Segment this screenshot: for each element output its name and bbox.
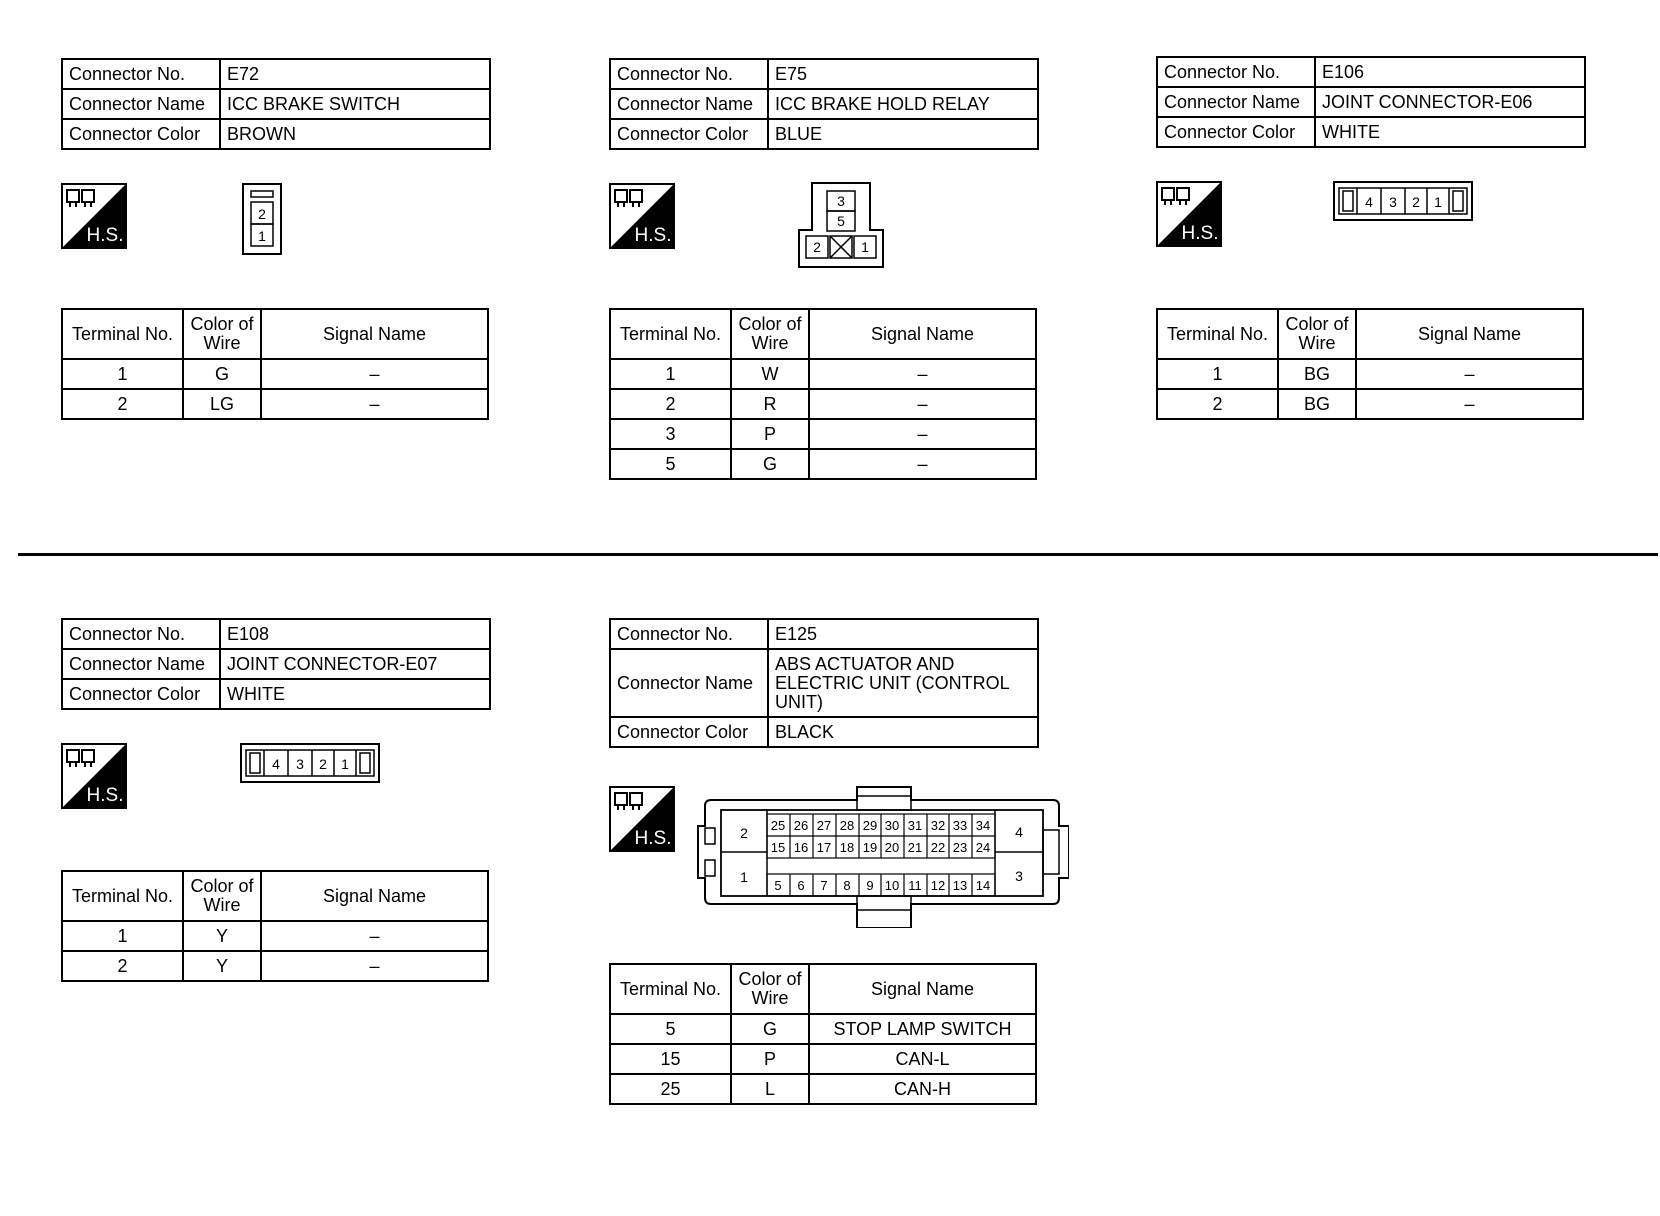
connector-no-label: Connector No. [610,619,768,649]
table-row [1157,389,1583,419]
pin-label: 26 [793,818,809,833]
pin-label: 9 [866,878,874,893]
connector-color-label: Connector Color [610,717,768,747]
pin-label: 3 [837,193,845,209]
table-cell: 3 [610,419,731,449]
pin-label: 2 [1412,194,1420,210]
connector-no-label: Connector No. [1157,57,1315,87]
connector-name-label: Connector Name [610,649,768,717]
connector-no-label: Connector No. [62,619,220,649]
connector-color-label: Connector Color [610,119,768,149]
table-row [62,951,488,981]
signal-name-header: Signal Name [261,871,488,921]
wire-color-header: Color of Wire [1278,309,1356,359]
table-cell: G [731,449,809,479]
table-cell: CAN-L [809,1044,1036,1074]
pin-label: 3 [1389,194,1397,210]
table-cell: – [809,449,1036,479]
table-cell: – [1356,359,1583,389]
pin-label: 15 [770,840,786,855]
connector-color-value: BLUE [768,119,1038,149]
hs-badge [61,743,127,809]
table-row [610,389,1036,419]
terminal-table-e72 [61,308,489,420]
table-cell: 1 [610,359,731,389]
table-cell: 1 [62,921,183,951]
terminal-no-header: Terminal No. [1157,309,1278,359]
table-row [610,419,1036,449]
connector-info-e75 [609,58,1039,150]
table-row [1157,359,1583,389]
connector-no-value: E106 [1315,57,1585,87]
table-row [610,1074,1036,1104]
connector-info-e108 [61,618,491,710]
connector-color-value: WHITE [1315,117,1585,147]
table-cell: 5 [610,1014,731,1044]
table-cell: P [731,1044,809,1074]
table-cell: 1 [1157,359,1278,389]
hs-label: H.S. [86,225,124,246]
terminal-no-header: Terminal No. [62,309,183,359]
pin-label: 24 [975,840,991,855]
signal-name-header: Signal Name [809,309,1036,359]
connector-color-label: Connector Color [62,679,220,709]
table-row [62,921,488,951]
wire-color-header: Color of Wire [731,309,809,359]
pin-label: 16 [793,840,809,855]
hs-label: H.S. [86,785,124,806]
table-cell: – [809,359,1036,389]
hs-label: H.S. [634,828,672,849]
pin-label: 6 [797,878,805,893]
pin-label: 23 [952,840,968,855]
pin-label: 20 [884,840,900,855]
table-cell: CAN-H [809,1074,1036,1104]
connector-name-value: ICC BRAKE SWITCH [220,89,490,119]
terminal-table-e106 [1156,308,1584,420]
table-cell: W [731,359,809,389]
signal-name-header: Signal Name [261,309,488,359]
connector-no-value: E108 [220,619,490,649]
table-row [610,1014,1036,1044]
wire-color-header: Color of Wire [183,871,261,921]
table-cell: 2 [62,389,183,419]
hs-badge [609,786,675,852]
connector-no-label: Connector No. [62,59,220,89]
connector-no-value: E72 [220,59,490,89]
table-cell: STOP LAMP SWITCH [809,1014,1036,1044]
pin-label: 1 [861,239,869,255]
hs-label: H.S. [1181,223,1219,244]
table-cell: R [731,389,809,419]
table-cell: G [183,359,261,389]
connector-name-value: JOINT CONNECTOR-E06 [1315,87,1585,117]
pin-label: 8 [843,878,851,893]
table-cell: – [261,359,488,389]
pin-label: 31 [907,818,923,833]
signal-name-header: Signal Name [809,964,1036,1014]
pin-label: 19 [862,840,878,855]
pin-label: 27 [816,818,832,833]
connector-info-e125 [609,618,1039,748]
pin-label: 25 [770,818,786,833]
pin-label: 32 [930,818,946,833]
pin-label: 12 [930,878,946,893]
pin-label: 21 [907,840,923,855]
terminal-table-e108 [61,870,489,982]
wire-color-header: Color of Wire [183,309,261,359]
table-row [610,449,1036,479]
table-cell: P [731,419,809,449]
pin-label: 14 [975,878,991,893]
table-cell: 1 [62,359,183,389]
pin-label: 1 [258,228,266,244]
connector-color-value: BLACK [768,717,1038,747]
table-cell: – [261,951,488,981]
table-row [610,359,1036,389]
pin-label: 2 [319,756,327,772]
connector-color-label: Connector Color [1157,117,1315,147]
table-cell: LG [183,389,261,419]
pin-label: 13 [952,878,968,893]
table-cell: Y [183,921,261,951]
table-cell: G [731,1014,809,1044]
table-cell: Y [183,951,261,981]
table-cell: – [261,389,488,419]
pin-label: 3 [296,756,304,772]
terminal-no-header: Terminal No. [610,309,731,359]
pin-label: 5 [837,213,845,229]
pin-label: 17 [816,840,832,855]
table-row [62,359,488,389]
table-cell: BG [1278,359,1356,389]
connector-info-e106 [1156,56,1586,148]
connector-info-e72 [61,58,491,150]
hs-badge [1156,181,1222,247]
connector-face-e125 [697,786,1069,928]
table-cell: 25 [610,1074,731,1104]
pin-label: 4 [272,756,280,772]
pin-label: 30 [884,818,900,833]
table-cell: – [1356,389,1583,419]
terminal-table-e125 [609,963,1037,1105]
pin-label: 3 [1015,868,1023,884]
pin-label: 1 [1434,194,1442,210]
pin-label: 2 [813,239,821,255]
connector-color-value: WHITE [220,679,490,709]
pin-label: 4 [1015,824,1023,840]
connector-color-label: Connector Color [62,119,220,149]
connector-color-value: BROWN [220,119,490,149]
wire-color-header: Color of Wire [731,964,809,1014]
terminal-table-e75 [609,308,1037,480]
table-cell: 2 [610,389,731,419]
hs-badge [61,183,127,249]
table-cell: L [731,1074,809,1104]
pin-label: 2 [740,825,748,841]
terminal-no-header: Terminal No. [610,964,731,1014]
table-cell: – [809,419,1036,449]
table-cell: 2 [62,951,183,981]
connector-no-label: Connector No. [610,59,768,89]
signal-name-header: Signal Name [1356,309,1583,359]
connector-no-value: E125 [768,619,1038,649]
connector-name-label: Connector Name [1157,87,1315,117]
terminal-no-header: Terminal No. [62,871,183,921]
table-cell: 15 [610,1044,731,1074]
pin-label: 22 [930,840,946,855]
pin-label: 1 [740,869,748,885]
pin-label: 4 [1365,194,1373,210]
pin-label: 7 [820,878,828,893]
table-row [62,389,488,419]
hs-badge [609,183,675,249]
connector-name-value: JOINT CONNECTOR-E07 [220,649,490,679]
pin-label: 33 [952,818,968,833]
table-cell: – [809,389,1036,419]
pin-label: 5 [774,878,782,893]
pin-label: 34 [975,818,991,833]
connector-face-e72 [242,183,282,255]
pin-label: 1 [341,756,349,772]
pin-label: 2 [258,206,266,222]
connector-name-label: Connector Name [62,89,220,119]
pin-label: 18 [839,840,855,855]
pin-label: 28 [839,818,855,833]
connector-face-e108 [240,743,380,783]
table-cell: BG [1278,389,1356,419]
connector-face-e106 [1333,181,1473,221]
hs-label: H.S. [634,225,672,246]
connector-face-e75 [798,182,884,268]
table-cell: 5 [610,449,731,479]
pin-label: 11 [908,878,922,893]
pin-label: 29 [862,818,878,833]
pin-label: 10 [884,878,900,893]
connector-name-value: ABS ACTUATOR AND ELECTRIC UNIT (CONTROL UNIT) [768,649,1038,717]
section-divider [18,553,1658,556]
connector-no-value: E75 [768,59,1038,89]
connector-name-label: Connector Name [610,89,768,119]
table-cell: – [261,921,488,951]
table-row [610,1044,1036,1074]
table-cell: 2 [1157,389,1278,419]
connector-name-value: ICC BRAKE HOLD RELAY [768,89,1038,119]
connector-name-label: Connector Name [62,649,220,679]
